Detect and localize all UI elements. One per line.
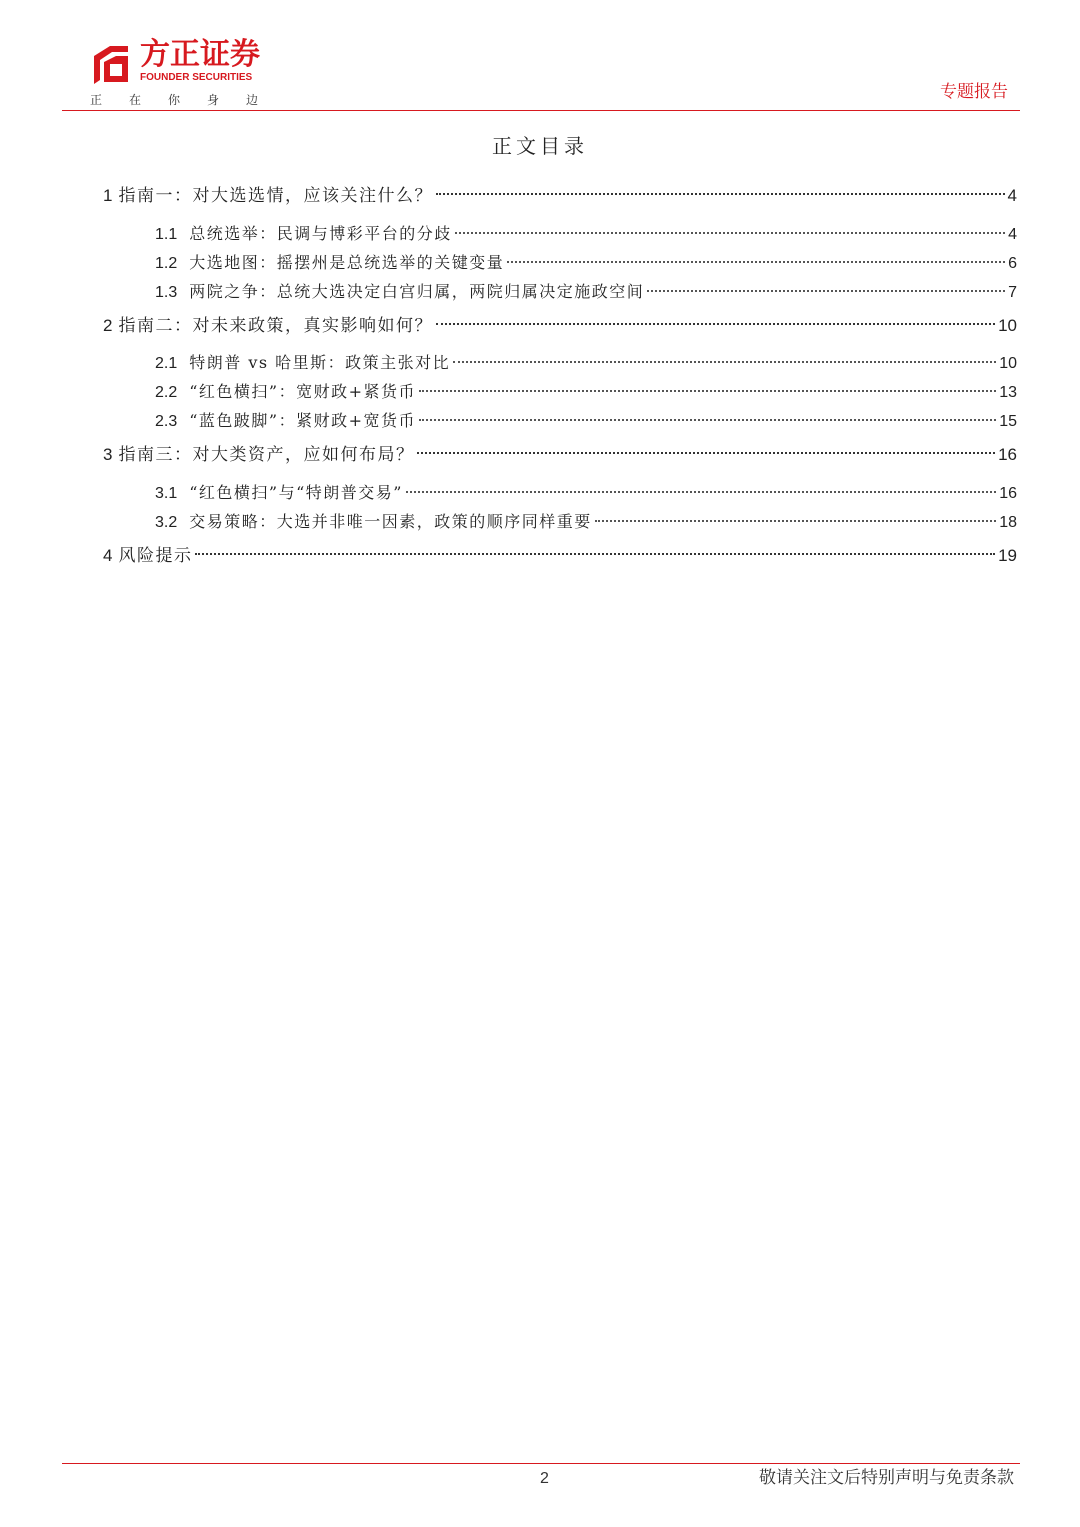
toc-entry-page: 19 xyxy=(998,546,1017,565)
company-slogan: 正在你身边 xyxy=(90,93,286,107)
toc-entry-number: 2.1 xyxy=(155,355,178,372)
toc-entry-number: 2.3 xyxy=(155,413,178,430)
logo-english-name: FOUNDER SECURITIES xyxy=(140,72,253,83)
toc-dot-leader xyxy=(436,317,995,325)
toc-entry[interactable] xyxy=(103,543,1017,569)
toc-entry-page: 10 xyxy=(998,316,1017,335)
toc-entry-number: 1.2 xyxy=(155,255,178,272)
toc-entry-number: 3.1 xyxy=(155,485,178,502)
toc-entry-page: 13 xyxy=(999,384,1017,401)
toc-entry[interactable] xyxy=(155,379,1017,405)
toc-entry-number: 3 xyxy=(103,445,113,464)
toc-entry-page: 16 xyxy=(999,485,1017,502)
page-header xyxy=(62,38,1020,112)
toc-entry-page: 10 xyxy=(999,355,1017,372)
report-type-label: 专题报告 xyxy=(940,82,1008,102)
toc-entry[interactable] xyxy=(103,442,1017,468)
toc-entry-page: 16 xyxy=(998,445,1017,464)
toc-entry[interactable] xyxy=(103,313,1017,339)
toc-entry-title: 指南一：对大选选情，应该关注什么？ xyxy=(118,186,433,206)
toc-entry-number: 1.1 xyxy=(155,226,178,243)
logo-chinese-name: 方正证券 xyxy=(140,37,260,72)
toc-entry-page: 15 xyxy=(999,413,1017,430)
toc-entry-number: 2.2 xyxy=(155,384,178,401)
toc-dot-leader xyxy=(417,446,995,454)
toc-dot-leader xyxy=(453,355,996,363)
toc-entry[interactable] xyxy=(155,250,1017,276)
toc-dot-leader xyxy=(406,485,996,493)
toc-entry-number: 4 xyxy=(103,546,113,565)
header-divider xyxy=(62,110,1020,111)
toc-entry-page: 4 xyxy=(1007,186,1017,205)
toc-entry-title: 风险提示 xyxy=(118,546,193,566)
toc-entry[interactable] xyxy=(155,408,1017,434)
toc-entry-number: 2 xyxy=(103,316,113,335)
toc-entry-number: 1 xyxy=(103,186,113,205)
toc-entry[interactable] xyxy=(155,480,1017,506)
toc-dot-leader xyxy=(419,413,996,421)
toc-dot-leader xyxy=(455,226,1005,234)
toc-entry-title: 指南二：对未来政策，真实影响如何？ xyxy=(118,316,433,336)
toc-dot-leader xyxy=(507,255,1005,263)
toc-entry-title: “红色横扫”：宽财政+紧货币 xyxy=(189,382,417,401)
toc-dot-leader xyxy=(595,514,996,522)
toc-dot-leader xyxy=(195,547,995,555)
toc-entry[interactable] xyxy=(155,350,1017,376)
toc-entry-title: “蓝色跛脚”：紧财政+宽货币 xyxy=(189,411,417,430)
footer-divider xyxy=(62,1463,1020,1464)
toc-entry-number: 1.3 xyxy=(155,284,178,301)
toc-entry-title: 特朗普 vs 哈里斯：政策主张对比 xyxy=(189,353,451,372)
toc-entry-title: 总统选举：民调与博彩平台的分歧 xyxy=(189,224,452,243)
toc-dot-leader xyxy=(647,284,1005,292)
toc-dot-leader xyxy=(436,187,1005,195)
toc-entry-page: 7 xyxy=(1008,284,1017,301)
toc-entry[interactable] xyxy=(155,221,1017,247)
toc-dot-leader xyxy=(419,384,996,392)
toc-entry-page: 18 xyxy=(999,514,1017,531)
toc-entry-number: 3.2 xyxy=(155,514,178,531)
toc-entry[interactable] xyxy=(103,183,1017,209)
disclaimer-note: 敬请关注文后特别声明与免责条款 xyxy=(759,1468,1014,1488)
toc-title: 正文目录 xyxy=(492,134,588,158)
toc-entry[interactable] xyxy=(155,509,1017,535)
founder-logo-icon xyxy=(90,42,132,86)
page-number: 2 xyxy=(540,1470,549,1487)
toc-entry-page: 4 xyxy=(1008,226,1017,243)
toc-entry-title: 指南三：对大类资产，应如何布局？ xyxy=(118,445,415,465)
toc-entry-title: 交易策略：大选并非唯一因素，政策的顺序同样重要 xyxy=(189,512,592,531)
toc-entry-title: “红色横扫”与“特朗普交易” xyxy=(189,483,403,502)
toc-entry-title: 大选地图：摇摆州是总统选举的关键变量 xyxy=(189,253,505,272)
toc-entry[interactable] xyxy=(155,279,1017,305)
toc-entry-title: 两院之争：总统大选决定白宫归属，两院归属决定施政空间 xyxy=(189,282,645,301)
toc-entry-page: 6 xyxy=(1008,255,1017,272)
